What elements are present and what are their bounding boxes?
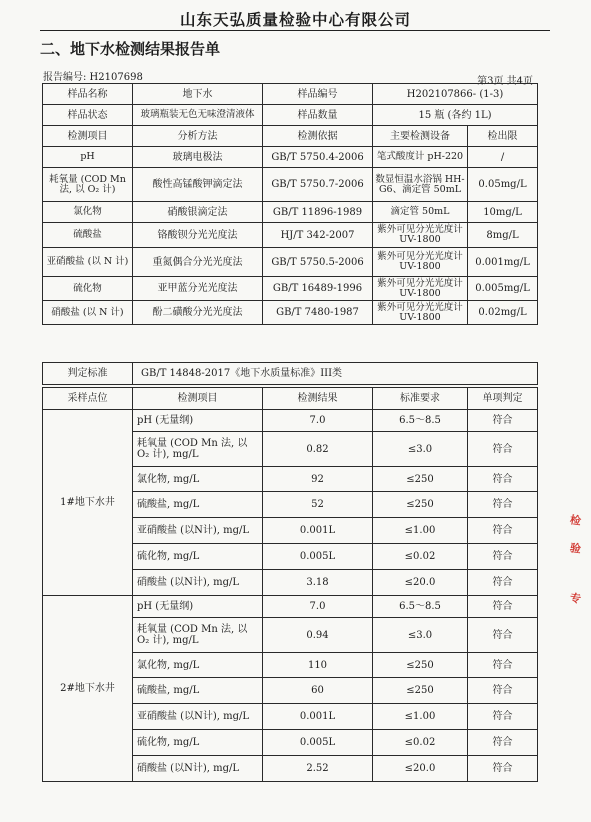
method-basis: GB/T 5750.5-2006	[263, 248, 373, 277]
result-value: 92	[263, 467, 373, 492]
method-limit: 0.005mg/L	[468, 277, 538, 301]
result-judgement: 符合	[468, 730, 538, 756]
result-item: 硫酸盐, mg/L	[133, 492, 263, 518]
result-item: pH (无量纲)	[133, 596, 263, 618]
result-judgement: 符合	[468, 618, 538, 653]
method-limit: 0.02mg/L	[468, 301, 538, 325]
result-value: 0.82	[263, 432, 373, 467]
result-judgement: 符合	[468, 596, 538, 618]
standard-value: GB/T 14848-2017《地下水质量标准》III类	[133, 363, 538, 385]
result-standard: ≤20.0	[373, 756, 468, 782]
standard-row	[43, 363, 538, 385]
sample-state-value: 玻璃瓶装无色无味澄清液体	[133, 105, 263, 126]
methods-header-row	[43, 126, 538, 147]
result-standard: ≤1.00	[373, 704, 468, 730]
result-row	[43, 410, 538, 432]
method-name: 重氮偶合分光光度法	[133, 248, 263, 277]
sample-qty-value: 15 瓶 (各约 1L)	[373, 105, 538, 126]
result-value: 0.94	[263, 618, 373, 653]
method-equipment: 紫外可见分光光度计 UV-1800	[373, 248, 468, 277]
result-item: 氯化物, mg/L	[133, 467, 263, 492]
result-value: 3.18	[263, 570, 373, 596]
method-row	[43, 168, 538, 202]
result-value: 110	[263, 653, 373, 678]
result-value: 0.001L	[263, 704, 373, 730]
result-standard: ≤3.0	[373, 432, 468, 467]
sample-state-row	[43, 105, 538, 126]
method-equipment: 紫外可见分光光度计 UV-1800	[373, 277, 468, 301]
result-judgement: 符合	[468, 678, 538, 704]
method-limit: 0.05mg/L	[468, 168, 538, 202]
result-value: 52	[263, 492, 373, 518]
method-name: 玻璃电极法	[133, 147, 263, 168]
results-header-cell: 采样点位	[43, 388, 133, 410]
results-table	[42, 387, 538, 782]
result-standard: ≤250	[373, 678, 468, 704]
method-limit: 8mg/L	[468, 223, 538, 248]
method-item: 硫酸盐	[43, 223, 133, 248]
sample-methods-table	[42, 83, 538, 325]
method-item: 耗氧量 (COD Mn 法, 以 O₂ 计)	[43, 168, 133, 202]
result-value: 0.005L	[263, 544, 373, 570]
method-name: 铬酸钡分光光度法	[133, 223, 263, 248]
result-row	[43, 596, 538, 618]
methods-header-cell: 检测依据	[263, 126, 373, 147]
result-standard: ≤250	[373, 492, 468, 518]
results-header-row	[43, 388, 538, 410]
method-basis: HJ/T 342-2007	[263, 223, 373, 248]
sampling-point: 2#地下水井	[43, 596, 133, 782]
seal-fragment: 检	[569, 513, 582, 528]
result-value: 7.0	[263, 596, 373, 618]
result-value: 0.005L	[263, 730, 373, 756]
result-value: 7.0	[263, 410, 373, 432]
result-judgement: 符合	[468, 518, 538, 544]
method-limit: 10mg/L	[468, 202, 538, 223]
standard-table	[42, 362, 538, 385]
result-item: 耗氧量 (COD Mn 法, 以 O₂ 计), mg/L	[133, 432, 263, 467]
method-basis: GB/T 11896-1989	[263, 202, 373, 223]
standard-label: 判定标准	[43, 363, 133, 385]
method-name: 硝酸银滴定法	[133, 202, 263, 223]
result-judgement: 符合	[468, 704, 538, 730]
method-name: 酚二磺酸分光光度法	[133, 301, 263, 325]
method-row	[43, 248, 538, 277]
results-header-cell: 标准要求	[373, 388, 468, 410]
method-row	[43, 223, 538, 248]
result-judgement: 符合	[468, 492, 538, 518]
method-basis: GB/T 5750.7-2006	[263, 168, 373, 202]
result-standard: ≤0.02	[373, 544, 468, 570]
page-info: 第3页 共4页	[477, 76, 533, 87]
result-item: 亚硝酸盐 (以N计), mg/L	[133, 704, 263, 730]
method-item: 硫化物	[43, 277, 133, 301]
sample-name-value: 地下水	[133, 84, 263, 105]
result-judgement: 符合	[468, 653, 538, 678]
result-judgement: 符合	[468, 756, 538, 782]
result-item: 硝酸盐 (以N计), mg/L	[133, 756, 263, 782]
method-equipment: 紫外可见分光光度计 UV-1800	[373, 223, 468, 248]
methods-header-cell: 分析方法	[133, 126, 263, 147]
results-header-cell: 检测项目	[133, 388, 263, 410]
method-row	[43, 147, 538, 168]
method-item: 氯化物	[43, 202, 133, 223]
result-judgement: 符合	[468, 544, 538, 570]
sample-name-row	[43, 84, 538, 105]
method-row	[43, 277, 538, 301]
sample-state-label: 样品状态	[43, 105, 133, 126]
method-basis: GB/T 5750.4-2006	[263, 147, 373, 168]
method-basis: GB/T 7480-1987	[263, 301, 373, 325]
method-equipment: 滴定管 50mL	[373, 202, 468, 223]
method-row	[43, 202, 538, 223]
result-value: 2.52	[263, 756, 373, 782]
method-item: 亚硝酸盐 (以 N 计)	[43, 248, 133, 277]
result-value: 0.001L	[263, 518, 373, 544]
result-judgement: 符合	[468, 570, 538, 596]
method-equipment: 数显恒温水浴锅 HH-G6、滴定管 50mL	[373, 168, 468, 202]
result-standard: ≤20.0	[373, 570, 468, 596]
results-header-cell: 检测结果	[263, 388, 373, 410]
sample-code-value: H202107866- (1-3)	[373, 84, 538, 105]
result-item: pH (无量纲)	[133, 410, 263, 432]
result-item: 硫酸盐, mg/L	[133, 678, 263, 704]
result-judgement: 符合	[468, 467, 538, 492]
result-standard: ≤250	[373, 467, 468, 492]
result-judgement: 符合	[468, 410, 538, 432]
methods-header-cell: 主要检测设备	[373, 126, 468, 147]
result-standard: 6.5～8.5	[373, 410, 468, 432]
methods-header-cell: 检出限	[468, 126, 538, 147]
result-standard: ≤1.00	[373, 518, 468, 544]
seal-fragment: 专	[569, 591, 582, 606]
organization-title: 山东天弘质量检验中心有限公司	[179, 11, 411, 29]
result-item: 硫化物, mg/L	[133, 544, 263, 570]
method-item: 硝酸盐 (以 N 计)	[43, 301, 133, 325]
result-item: 耗氧量 (COD Mn 法, 以 O₂ 计), mg/L	[133, 618, 263, 653]
results-header-cell: 单项判定	[468, 388, 538, 410]
result-item: 氯化物, mg/L	[133, 653, 263, 678]
sample-name-label: 样品名称	[43, 84, 133, 105]
method-limit: 0.001mg/L	[468, 248, 538, 277]
method-limit: /	[468, 147, 538, 168]
methods-header-cell: 检测项目	[43, 126, 133, 147]
method-name: 酸性高锰酸钾滴定法	[133, 168, 263, 202]
result-value: 60	[263, 678, 373, 704]
result-standard: ≤250	[373, 653, 468, 678]
method-item: pH	[43, 147, 133, 168]
section-title: 二、地下水检测结果报告单	[40, 40, 221, 58]
method-equipment: 紫外可见分光光度计 UV-1800	[373, 301, 468, 325]
result-standard: ≤0.02	[373, 730, 468, 756]
method-basis: GB/T 16489-1996	[263, 277, 373, 301]
result-standard: ≤3.0	[373, 618, 468, 653]
method-row	[43, 301, 538, 325]
result-standard: 6.5～8.5	[373, 596, 468, 618]
sampling-point: 1#地下水井	[43, 410, 133, 596]
method-name: 亚甲蓝分光光度法	[133, 277, 263, 301]
seal-fragment: 验	[569, 541, 582, 556]
result-judgement: 符合	[468, 432, 538, 467]
result-item: 硫化物, mg/L	[133, 730, 263, 756]
sample-qty-label: 样品数量	[263, 105, 373, 126]
result-item: 硝酸盐 (以N计), mg/L	[133, 570, 263, 596]
report-number: 报告编号: H2107698	[43, 72, 143, 83]
sample-code-label: 样品编号	[263, 84, 373, 105]
method-equipment: 笔式酸度计 pH-220	[373, 147, 468, 168]
result-item: 亚硝酸盐 (以N计), mg/L	[133, 518, 263, 544]
header-rule	[40, 30, 550, 31]
